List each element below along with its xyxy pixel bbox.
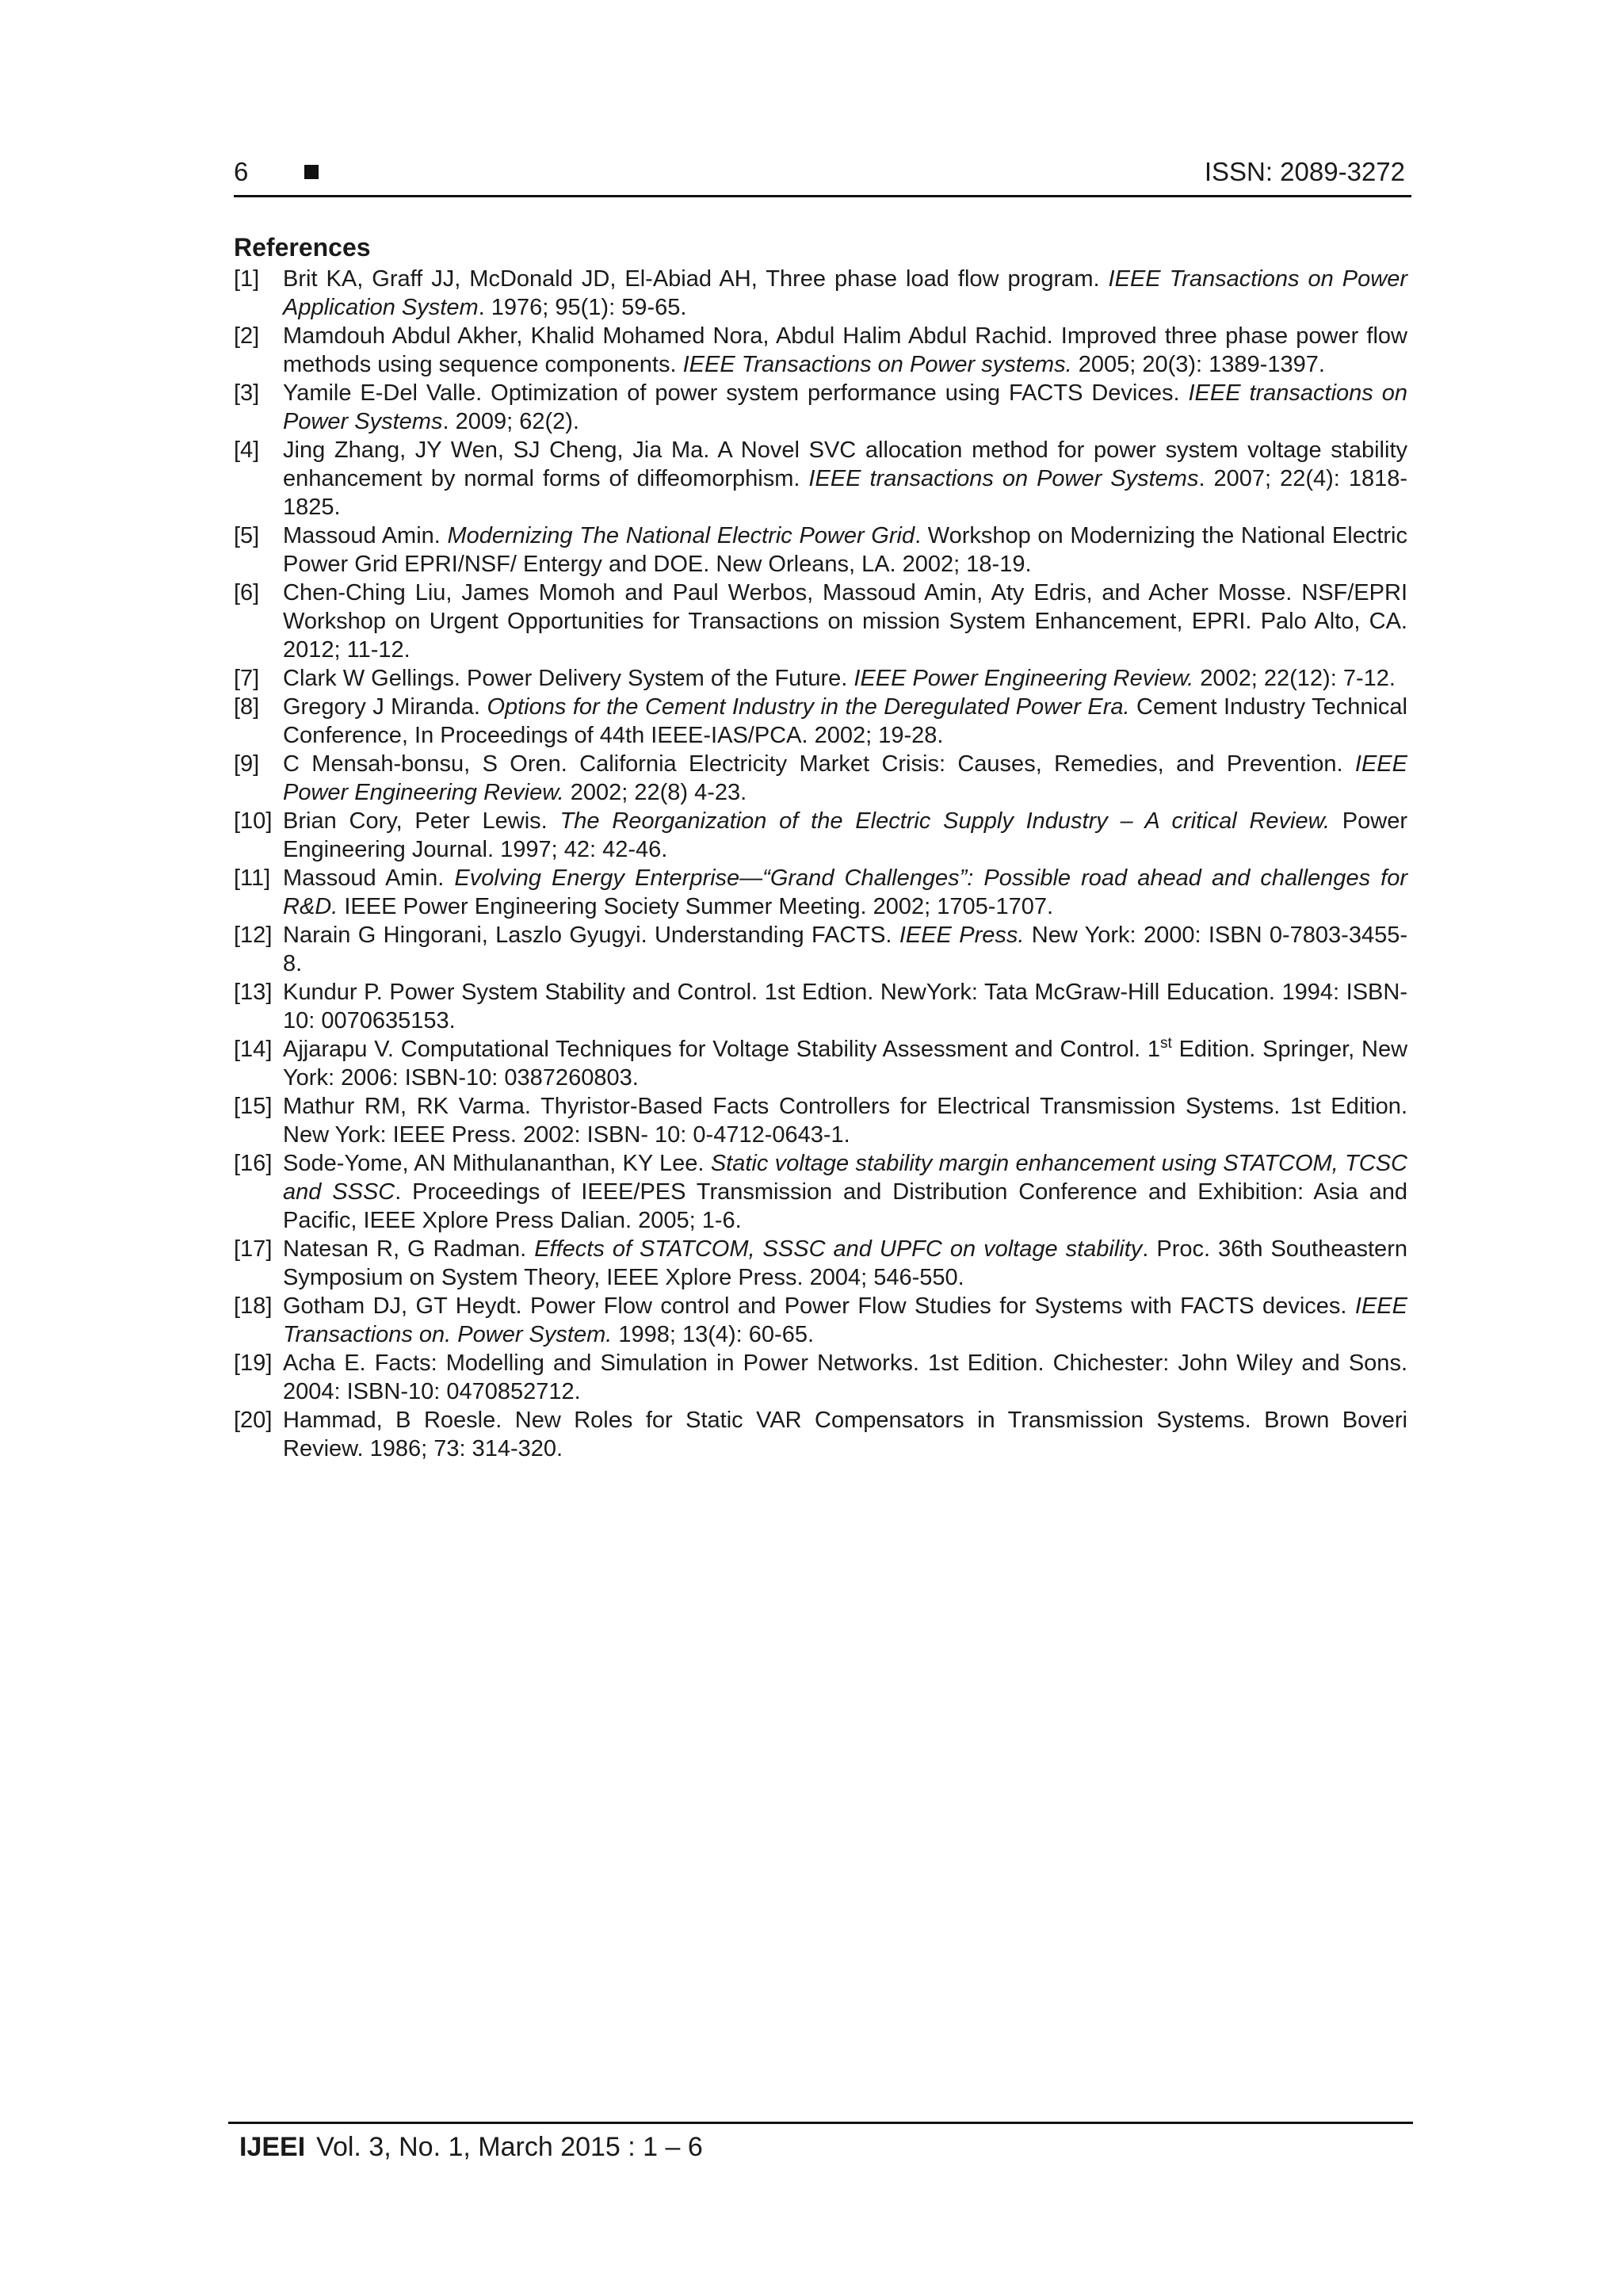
reference-text xyxy=(283,923,1407,976)
reference-part: . 2007; 22(4): 1818-1825. xyxy=(283,466,1407,520)
reference-part: C Mensah-bonsu, S Oren. California Electricity Market Crisis: Causes, Remedies, and Prevention. xyxy=(283,751,1355,777)
reference-number: [13] xyxy=(234,980,273,1005)
reference-number: [5] xyxy=(234,523,260,548)
reference-italic-part: Modernizing The National Electric Power Grid xyxy=(447,523,915,548)
page-footer xyxy=(228,2122,1413,2163)
reference-part: Clark W Gellings. Power Delivery System of the Future. xyxy=(283,666,854,691)
reference-part: Massoud Amin. xyxy=(283,523,448,548)
reference-item xyxy=(234,664,1407,693)
reference-part: 2002; 22(12): 7-12. xyxy=(1193,666,1396,691)
reference-italic-part: IEEE Transactions on. Power System. xyxy=(283,1293,1407,1347)
reference-italic-part: Evolving Energy Enterprise—“Grand Challenges”: Possible road ahead and challenges for R&D. xyxy=(283,865,1407,919)
reference-number: [1] xyxy=(234,266,260,292)
reference-italic-part: IEEE Transactions on Power systems. xyxy=(682,352,1072,377)
reference-part: Cement Industry Technical Conference, In Proceedings of 44th IEEE-IAS/PCA. 2002; 19-28. xyxy=(283,694,1407,748)
reference-number: [19] xyxy=(234,1350,273,1376)
reference-item xyxy=(234,379,1407,436)
reference-number: [14] xyxy=(234,1037,273,1062)
reference-text xyxy=(283,694,1407,748)
reference-part: Mamdouh Abdul Akher, Khalid Mohamed Nora, Abdul Halim Abdul Rachid. Improved three phase power flow methods using sequence components. xyxy=(283,323,1407,377)
reference-number: [8] xyxy=(234,694,260,720)
reference-part: . Proc. 36th Southeastern Symposium on System Theory, IEEE Xplore Press. 2004; 546-550. xyxy=(283,1236,1407,1290)
reference-list xyxy=(234,265,1407,1463)
reference-item xyxy=(234,693,1407,750)
reference-part: Jing Zhang, JY Wen, SJ Cheng, Jia Ma. A Novel SVC allocation method for power system voltage stability enhancement by normal forms of diffeomorphism. xyxy=(283,437,1407,491)
reference-text xyxy=(283,1408,1407,1461)
reference-text xyxy=(283,266,1407,320)
reference-part: New York: 2000: ISBN 0-7803-3455-8. xyxy=(283,923,1407,976)
reference-item xyxy=(234,978,1407,1035)
reference-item xyxy=(234,807,1407,864)
reference-part: . 2009; 62(2). xyxy=(442,409,579,434)
reference-italic-part: IEEE Transactions on Power Application System xyxy=(283,266,1407,320)
reference-text xyxy=(283,1236,1407,1290)
reference-text xyxy=(283,808,1407,862)
reference-part: Brian Cory, Peter Lewis. xyxy=(283,808,560,834)
reference-item xyxy=(234,579,1407,664)
reference-item xyxy=(234,521,1407,579)
reference-text xyxy=(283,1350,1407,1404)
reference-part: Gregory J Miranda. xyxy=(283,694,487,720)
reference-part: Massoud Amin. xyxy=(283,865,455,891)
reference-number: [17] xyxy=(234,1236,273,1262)
reference-text xyxy=(283,1094,1407,1148)
reference-item xyxy=(234,322,1407,379)
reference-italic-part: Effects of STATCOM, SSSC and UPFC on voltage stability xyxy=(534,1236,1143,1262)
reference-part: Kundur P. Power System Stability and Control. 1st Edtion. NewYork: Tata McGraw-Hill Education. 1994: ISBN-10: 0070635153. xyxy=(283,980,1407,1033)
reference-text xyxy=(283,666,1396,691)
page-number: 6 xyxy=(234,157,249,186)
reference-italic-part: IEEE Power Engineering Review. xyxy=(854,666,1194,691)
reference-part: Chen-Ching Liu, James Momoh and Paul Werbos, Massoud Amin, Aty Edris, and Acher Mosse. NSF/EPRI Workshop on Urgent Opportunities for Transactions on mission System Enhancement, EPRI. Palo Alto, CA. 2012; 11-12. xyxy=(283,580,1407,663)
reference-text xyxy=(283,437,1407,520)
reference-number: [10] xyxy=(234,808,273,834)
reference-italic-part: Options for the Cement Industry in the Deregulated Power Era. xyxy=(487,694,1130,720)
reference-part: Gotham DJ, GT Heydt. Power Flow control and Power Flow Studies for Systems with FACTS devices. xyxy=(283,1293,1355,1319)
reference-item xyxy=(234,1406,1407,1463)
reference-number: [2] xyxy=(234,323,260,349)
reference-part: 1998; 13(4): 60-65. xyxy=(612,1322,815,1347)
reference-item xyxy=(234,864,1407,921)
reference-item xyxy=(234,1035,1407,1092)
reference-italic-part: The Reorganization of the Electric Supply Industry – A critical Review. xyxy=(559,808,1330,834)
reference-number: [20] xyxy=(234,1408,273,1433)
reference-item xyxy=(234,265,1407,322)
reference-part: IEEE Power Engineering Society Summer Meeting. 2002; 1705-1707. xyxy=(338,894,1054,919)
reference-superscript: st xyxy=(1159,1035,1172,1052)
issn-label: ISSN: 2089-3272 xyxy=(1204,157,1405,186)
reference-part: Natesan R, G Radman. xyxy=(283,1236,535,1262)
reference-number: [15] xyxy=(234,1094,273,1119)
reference-part: Hammad, B Roesle. New Roles for Static VAR Compensators in Transmission Systems. Brown Boveri Review. 1986; 73: 314-320. xyxy=(283,1408,1407,1461)
reference-number: [6] xyxy=(234,580,260,606)
reference-part: Yamile E-Del Valle. Optimization of power system performance using FACTS Devices. xyxy=(283,380,1189,406)
reference-text xyxy=(283,980,1407,1033)
references-heading: References xyxy=(234,233,371,262)
reference-text xyxy=(283,751,1407,805)
reference-part: 2002; 22(8) 4-23. xyxy=(563,780,747,805)
reference-number: [7] xyxy=(234,666,260,691)
reference-italic-part: IEEE Press. xyxy=(899,923,1025,948)
reference-part: 2005; 20(3): 1389-1397. xyxy=(1071,352,1325,377)
reference-text xyxy=(283,1293,1407,1347)
reference-number: [4] xyxy=(234,437,260,463)
black-square-icon xyxy=(304,165,319,179)
reference-italic-part: IEEE transactions on Power Systems xyxy=(283,380,1407,434)
reference-part: Power Engineering Journal. 1997; 42: 42-46. xyxy=(283,808,1407,862)
reference-item xyxy=(234,750,1407,807)
reference-part: . Proceedings of IEEE/PES Transmission and Distribution Conference and Exhibition: Asia and Pacific, IEEE Xplore Press Dalian. 2005; 1-6. xyxy=(283,1179,1407,1233)
reference-item xyxy=(234,921,1407,978)
reference-item xyxy=(234,1092,1407,1149)
reference-part: Sode-Yome, AN Mithulananthan, KY Lee. xyxy=(283,1151,711,1176)
reference-part: Brit KA, Graff JJ, McDonald JD, El-Abiad AH, Three phase load flow program. xyxy=(283,266,1109,292)
reference-text xyxy=(283,865,1407,919)
reference-text xyxy=(283,1037,1407,1091)
footer-volume-info: Vol. 3, No. 1, March 2015 : 1 – 6 xyxy=(316,2132,703,2162)
reference-number: [18] xyxy=(234,1293,273,1319)
reference-number: [9] xyxy=(234,751,260,777)
reference-number: [3] xyxy=(234,380,260,406)
reference-part: . 1976; 95(1): 59-65. xyxy=(478,295,687,320)
reference-part: Mathur RM, RK Varma. Thyristor-Based Facts Controllers for Electrical Transmission Systems. 1st Edition. New York: IEEE Press. 2002: ISBN- 10: 0-4712-0643-1. xyxy=(283,1094,1407,1148)
reference-item xyxy=(234,436,1407,521)
reference-italic-part: IEEE Power Engineering Review. xyxy=(283,751,1407,805)
reference-item xyxy=(234,1349,1407,1406)
reference-item xyxy=(234,1235,1407,1292)
reference-item xyxy=(234,1149,1407,1235)
reference-part: . Workshop on Modernizing the National Electric Power Grid EPRI/NSF/ Entergy and DOE. New Orleans, LA. 2002; 18-19. xyxy=(283,523,1407,577)
reference-part: Edition. Springer, New York: 2006: ISBN-10: 0387260803. xyxy=(283,1037,1408,1091)
reference-part: Narain G Hingorani, Laszlo Gyugyi. Understanding FACTS. xyxy=(283,923,899,948)
reference-text xyxy=(283,323,1407,377)
footer-journal-name: IJEEI xyxy=(239,2132,306,2162)
reference-number: [12] xyxy=(234,923,273,948)
reference-text xyxy=(283,1151,1407,1233)
reference-part: Ajjarapu V. Computational Techniques for Voltage Stability Assessment and Control. 1 xyxy=(283,1037,1160,1062)
reference-text xyxy=(283,380,1407,434)
reference-number: [16] xyxy=(234,1151,273,1176)
page-header xyxy=(234,152,1411,197)
reference-italic-part: IEEE transactions on Power Systems xyxy=(808,466,1199,491)
reference-number: [11] xyxy=(234,865,271,891)
reference-text xyxy=(283,580,1407,663)
reference-text xyxy=(283,523,1407,577)
reference-item xyxy=(234,1292,1407,1349)
reference-part: Acha E. Facts: Modelling and Simulation in Power Networks. 1st Edition. Chichester: John Wiley and Sons. 2004: ISBN-10: 0470852712. xyxy=(283,1350,1407,1404)
reference-italic-part: Static voltage stability margin enhancement using STATCOM, TCSC and SSSC xyxy=(283,1151,1407,1205)
